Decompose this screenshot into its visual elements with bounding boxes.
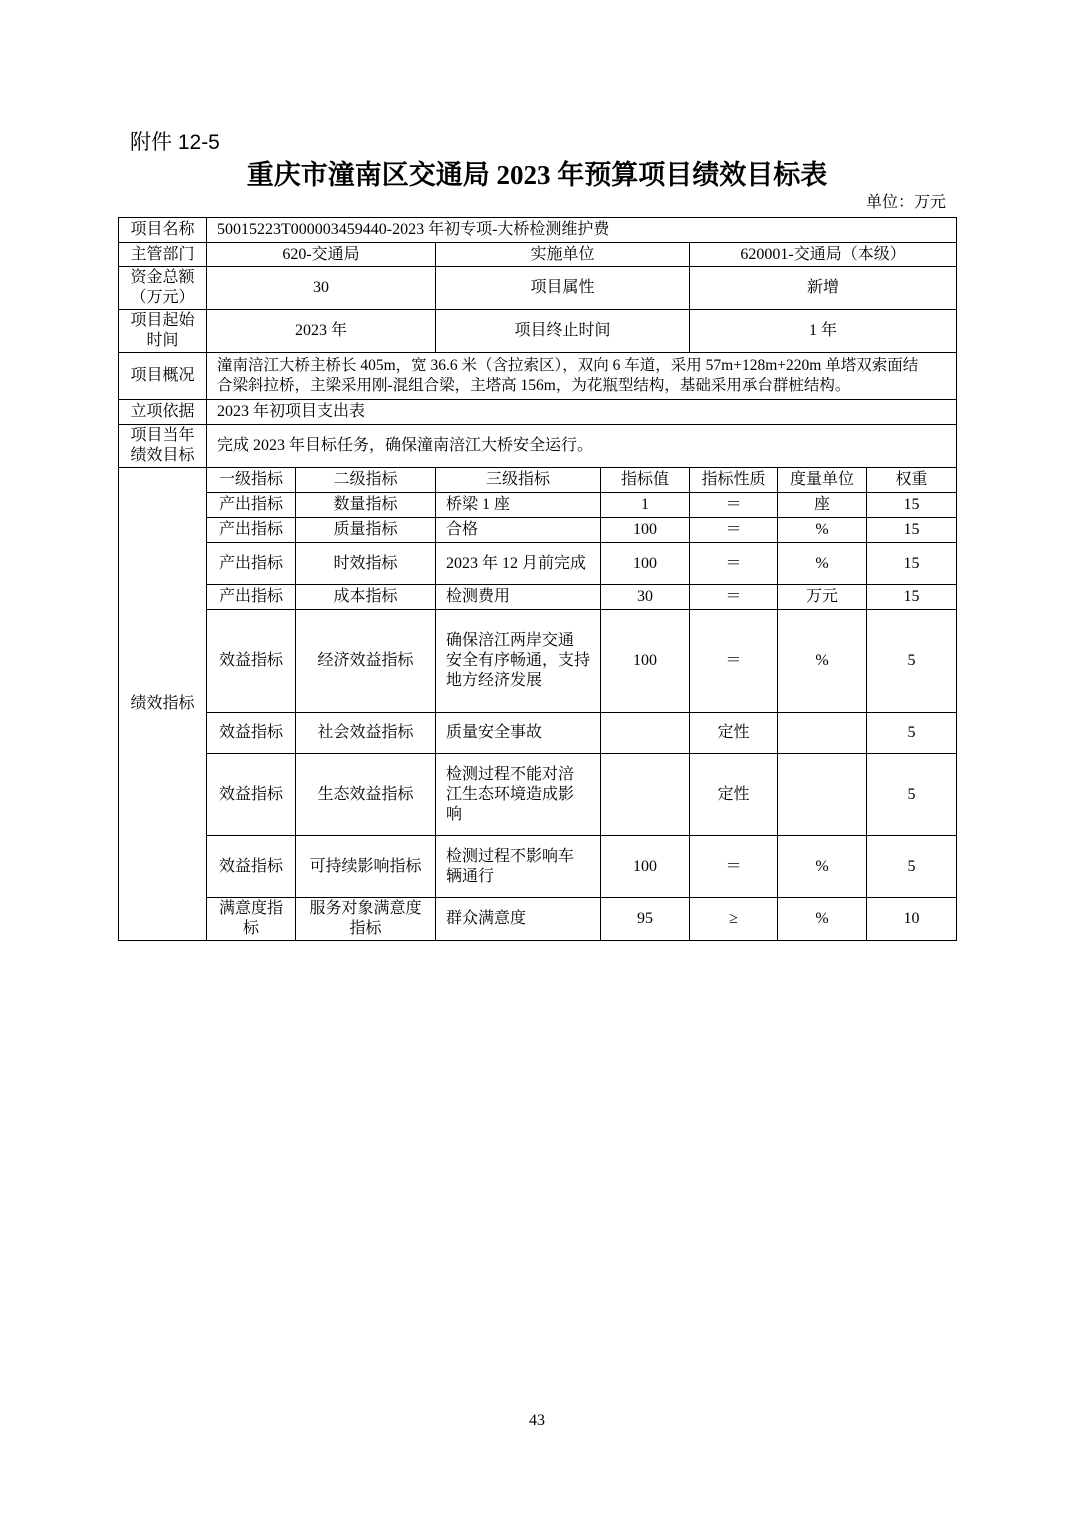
level3-text: 辆通行 [446,867,495,885]
end-time-label: 项目终止时间 [436,310,690,353]
level3-text: 桥梁 1 座 [446,496,511,513]
level2-text: 质量指标 [333,521,398,538]
start-time-value: 2023 年 [207,310,436,353]
indicator-nature: 定性 [690,754,778,836]
unit-note: 单位：万元 [865,194,946,211]
level3-text: 响 [446,805,463,823]
level3-text: 地方经济发展 [446,672,543,689]
page-title: 重庆市潼南区交通局 2023 年预算项目绩效目标表 [246,160,828,190]
total-funds-label-line: （万元） [130,289,195,306]
total-funds-label [119,267,207,310]
level3-indicator [436,836,601,898]
measurement-unit: 座 [778,493,867,518]
indicator-value: 30 [601,585,690,610]
indicator-row [119,585,957,610]
indicator-value: 100 [601,543,690,585]
overview-line: 合梁斜拉桥，主梁采用刚-混组合梁，主塔高 156m，为花瓶型结构，基础采用承台群桩结构。 [217,377,851,394]
start-time-label-line: 时间 [146,332,179,349]
level3-indicator [436,713,601,754]
level3-indicator [436,518,601,543]
level2-text: 时效指标 [333,554,398,572]
indicator-weight: 15 [867,493,957,518]
level2-indicator [296,713,436,754]
indicator-row [119,518,957,543]
indicator-weight: 5 [867,836,957,898]
level3-indicator [436,610,601,713]
level1-indicator [207,610,296,713]
measurement-unit: % [778,836,867,898]
row-project-name [119,218,957,243]
indicator-header-row [119,468,957,493]
header-level1: 一级指标 [207,468,296,493]
level3-text: 2023 年 12 月前完成 [446,554,587,572]
level1-text: 标 [242,920,259,937]
level1-text: 满意度指 [218,900,283,917]
level2-indicator [296,493,436,518]
level2-indicator [296,610,436,713]
header-nature: 指标性质 [690,468,778,493]
level3-text: 检测过程不影响车 [446,847,575,865]
level2-text: 指标 [349,920,382,937]
page-number: 43 [529,1412,545,1429]
department-value: 620-交通局 [207,243,436,267]
level2-text: 成本指标 [333,588,398,605]
start-time-label [119,310,207,353]
basis-value: 2023 年初项目支出表 [207,400,957,425]
indicator-nature: ＝ [690,543,778,585]
attribute-value: 新增 [690,267,957,310]
annual-goal-value: 完成 2023 年目标任务，确保潼南涪江大桥安全运行。 [207,425,957,468]
indicator-row [119,543,957,585]
total-funds-label-line: 资金总额 [130,269,195,286]
performance-target-table [118,217,957,941]
indicator-value [601,713,690,754]
measurement-unit: % [778,543,867,585]
end-time-value: 1 年 [690,310,957,353]
level3-text: 检测过程不能对涪 [446,765,575,783]
level1-indicator [207,518,296,543]
level2-text: 数量指标 [333,496,398,513]
level1-text: 产出指标 [218,588,283,605]
level2-text: 可持续影响指标 [309,857,422,875]
level3-text: 群众满意度 [446,910,527,927]
level1-indicator [207,543,296,585]
row-department [119,243,957,267]
level1-text: 产出指标 [218,521,283,538]
indicator-weight: 5 [867,713,957,754]
indicator-weight: 15 [867,585,957,610]
level3-indicator [436,543,601,585]
level1-text: 产出指标 [218,554,283,572]
header-unit: 度量单位 [778,468,867,493]
indicator-row [119,898,957,941]
row-total-funds [119,267,957,310]
level1-indicator [207,713,296,754]
level3-text: 质量安全事故 [446,724,543,741]
project-name-value: 50015223T000003459440-2023 年初专项-大桥检测维护费 [207,218,957,243]
indicator-row [119,713,957,754]
level2-text: 社会效益指标 [317,724,414,741]
level3-indicator [436,493,601,518]
level2-text: 生态效益指标 [317,785,414,803]
header-value: 指标值 [601,468,690,493]
level2-indicator [296,898,436,941]
level1-indicator [207,585,296,610]
indicator-value: 100 [601,836,690,898]
indicator-nature: ＝ [690,493,778,518]
annual-goal-label-line: 项目当年 [130,427,195,444]
row-overview [119,353,957,400]
level1-text: 效益指标 [218,785,283,803]
level3-indicator [436,585,601,610]
indicator-nature: ＝ [690,518,778,543]
project-name-label: 项目名称 [119,218,207,243]
measurement-unit [778,713,867,754]
attribute-label: 项目属性 [436,267,690,310]
department-label: 主管部门 [119,243,207,267]
header-weight: 权重 [867,468,957,493]
header-level3: 三级指标 [436,468,601,493]
indicator-value: 1 [601,493,690,518]
level3-text: 确保涪江两岸交通 [446,632,575,649]
level1-text: 效益指标 [218,724,283,741]
measurement-unit: % [778,518,867,543]
indicator-weight: 15 [867,543,957,585]
indicator-value [601,754,690,836]
indicator-nature: ≥ [690,898,778,941]
indicator-row [119,493,957,518]
measurement-unit: 万元 [778,585,867,610]
implementer-value: 620001-交通局（本级） [690,243,957,267]
attachment-label: 附件 12-5 [130,131,220,154]
header-level2: 二级指标 [296,468,436,493]
level2-indicator [296,518,436,543]
level3-indicator [436,898,601,941]
indicator-weight: 10 [867,898,957,941]
basis-label: 立项依据 [119,400,207,425]
performance-indicators-label: 绩效指标 [119,468,207,941]
indicator-value: 100 [601,610,690,713]
level2-indicator [296,543,436,585]
indicator-nature: ＝ [690,585,778,610]
start-time-label-line: 项目起始 [130,312,195,329]
indicator-nature: ＝ [690,836,778,898]
indicator-nature: ＝ [690,610,778,713]
indicator-row [119,836,957,898]
level1-text: 效益指标 [218,652,283,669]
annual-goal-label [119,425,207,468]
level1-indicator [207,836,296,898]
annual-goal-label-line: 绩效目标 [130,447,195,464]
indicator-weight: 5 [867,610,957,713]
level3-text: 安全有序畅通，支持 [446,652,591,669]
level2-indicator [296,754,436,836]
indicator-weight: 5 [867,754,957,836]
implementer-label: 实施单位 [436,243,690,267]
total-funds-value: 30 [207,267,436,310]
measurement-unit: % [778,898,867,941]
indicator-value: 100 [601,518,690,543]
level3-text: 合格 [446,521,479,538]
level2-indicator [296,836,436,898]
level1-indicator [207,898,296,941]
overview-label: 项目概况 [119,353,207,400]
row-annual-goal [119,425,957,468]
level1-text: 效益指标 [218,857,283,875]
level2-text: 经济效益指标 [317,652,414,669]
row-basis [119,400,957,425]
overview-value [207,353,957,400]
level1-indicator [207,493,296,518]
level2-indicator [296,585,436,610]
level3-indicator [436,754,601,836]
indicator-nature: 定性 [690,713,778,754]
indicator-value: 95 [601,898,690,941]
level1-indicator [207,754,296,836]
indicator-row [119,610,957,713]
level1-text: 产出指标 [218,496,283,513]
measurement-unit [778,754,867,836]
indicator-row [119,754,957,836]
overview-line: 潼南涪江大桥主桥长 405m，宽 36.6 米（含拉索区），双向 6 车道，采用 57m+128m+220m 单塔双索面结 [217,357,919,374]
level2-text: 服务对象满意度 [309,900,422,917]
indicator-weight: 15 [867,518,957,543]
level3-text: 检测费用 [446,588,511,605]
measurement-unit: % [778,610,867,713]
row-start-time [119,310,957,353]
level3-text: 江生态环境造成影 [446,785,575,803]
